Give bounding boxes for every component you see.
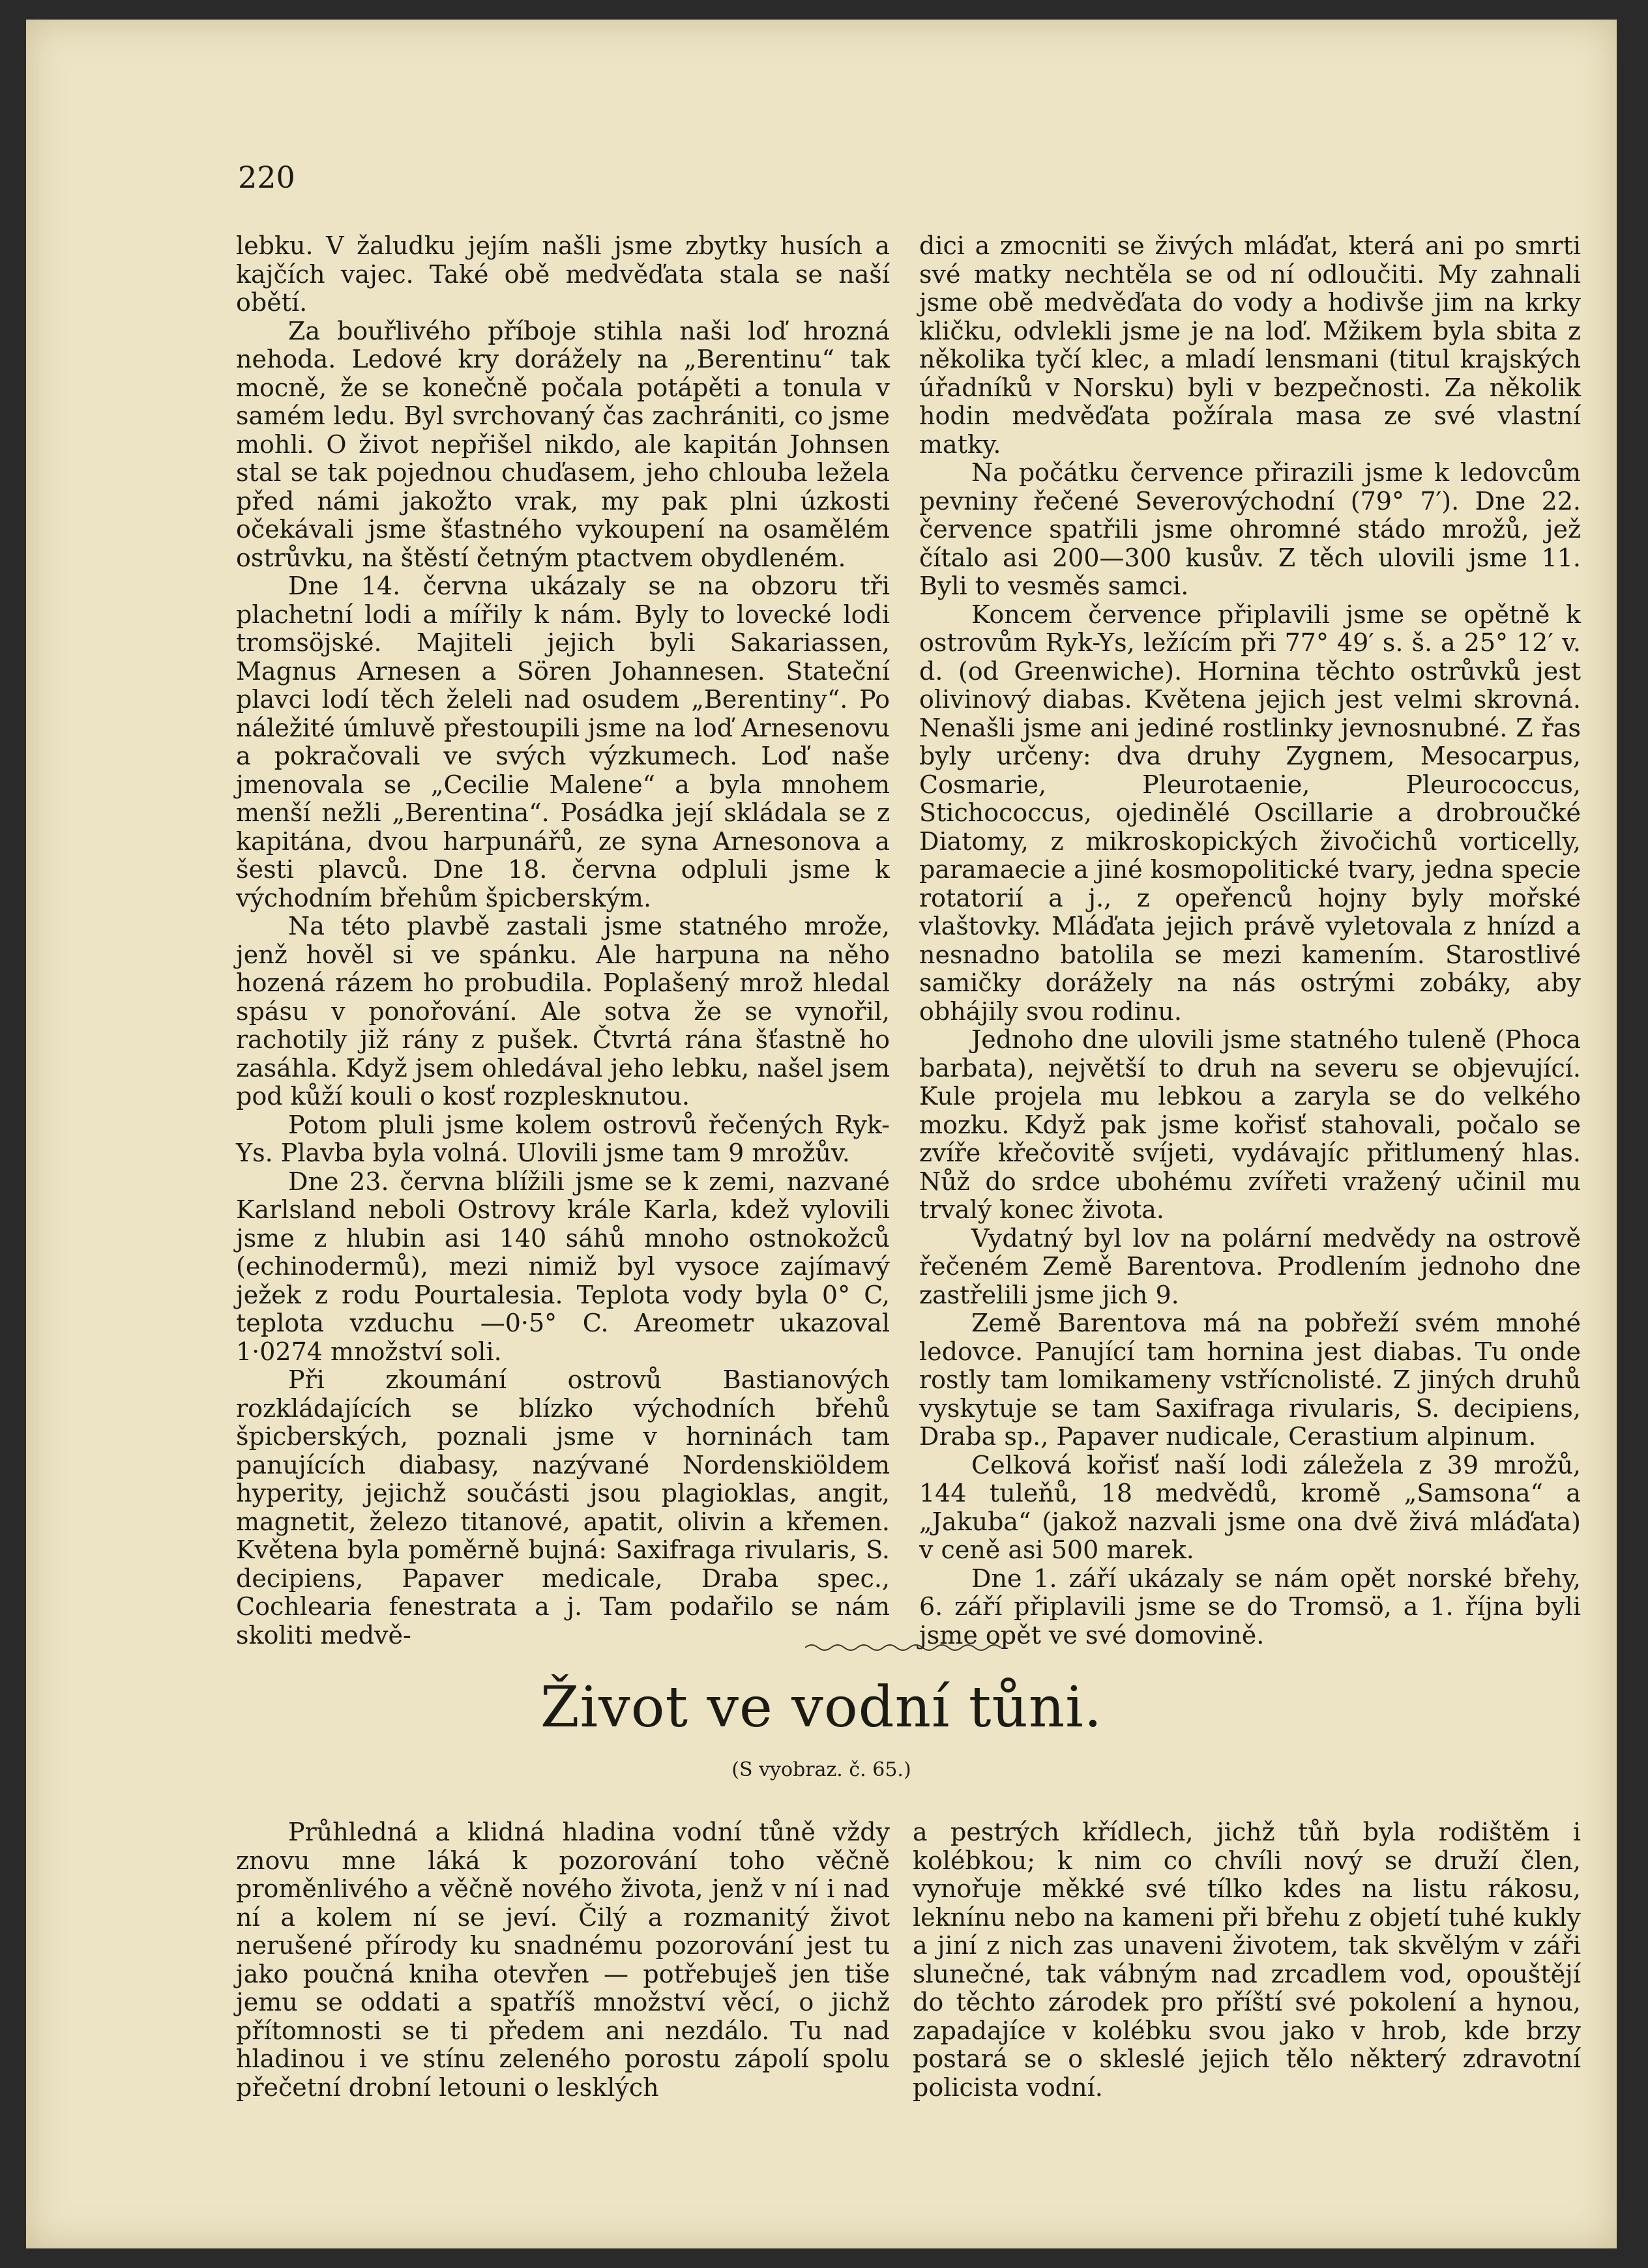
paragraph: Celková kořisť naší lodi záležela z 39 mrožů, 144 tuleňů, 18 medvědů, kromě „Samsona“ a „Jakuba“ (jakož nazvali jsme ona dvě živá mláďata) v ceně asi 500 marek. [919, 1450, 1581, 1564]
paragraph: Dne 1. září ukázaly se nám opět norské břehy, 6. září připlavili jsme se do Tromsö, a 1. října byli jsme opět ve své domovině. [919, 1563, 1581, 1650]
paragraph: Na této plavbě zastali jsme statného mrože, jenž hověl si ve spánku. Ale harpuna na něho hozená rázem ho probudila. Poplašený mrož hledal spásu v ponořování. Ale sotva že se vynořil, rachotily již rány z pušek. Čtvrtá rána šťastně ho zasáhla. Když jsem ohledával jeho lebku, našel jsem pod kůží kouli o kosť rozplesknutou. [236, 912, 890, 1111]
paragraph: Dne 14. června ukázaly se na obzoru tři plachetní lodi a mířily k nám. Byly to lovecké lodi tromsöjské. Majiteli jejich byli Sakariassen, Magnus Arnesen a Sören Johannesen. Stateční plavci lodí těch želeli nad osudem „Berentiny“. Po náležité úmluvě přestoupili jsme na loď Arnesenovu a pokračovali ve svých výzkumech. Loď naše jmenovala se „Cecilie Malene“ a byla mnohem menší nežli „Berentina“. Posádka její skládala se z kapitána, dvou harpunářů, ze syna Arnesonova a šesti plavců. Dne 18. června odpluli jsme k východním břehům špicberským. [236, 572, 890, 912]
paragraph: Průhledná a klidná hladina vodní tůně vždy znovu mne láká k pozorování toho věčně proměnlivého a věčně nového života, jenž v ní i nad ní a kolem ní se jeví. Čilý a rozmanitý život nerušené přírody ku snadnému pozorování jest tu jako poučná kniha otevřen — potřebuješ jen tiše jemu se oddati a spatříš množství věcí, o jichž přítomnosti se ti předem ani nezdálo. Tu nad hladinou i ve stínu zeleného porostu zápolí spolu přečetní drobní letouni o lesklých [236, 1818, 890, 2102]
paragraph: Za bouřlivého příboje stihla naši loď hrozná nehoda. Ledové kry dorážely na „Berentinu“ tak mocně, že se konečně počala potápěti a tonula v samém ledu. Byl svrchovaný čas zachrániti, co jsme mohli. O život nepřišel nikdo, ale kapitán Johnsen stal se tak pojednou chuďasem, jeho chlouba ležela před námi jakožto vrak, my pak plni úzkosti očekávali jsme šťastného vykoupení na osamělém ostrůvku, na štěstí četným ptactvem obydleném. [236, 316, 890, 572]
paragraph: Koncem července připlavili jsme se opětně k ostrovům Ryk-Ys, ležícím při 77° 49′ s. š. a 25° 12′ v. d. (od Greenwiche). Hornina těchto ostrůvků jest olivinový diabas. Květena jejich jest velmi skrovná. Nenašli jsme ani jediné rostlinky jevnosnubné. Z řas byly určeny: dva druhy Zygnem, Mesocarpus, Cosmarie, Pleurotaenie, Pleurococcus, Stichococcus, ojedinělé Oscillarie a drobroučké Diatomy, z mikroskopických živočichů vorticelly, paramaecie a jiné kosmopolitické tvary, jedna specie rotatorií a j., z opeřenců hojny byly mořské vlaštovky. Mláďata jejich právě vyletovala z hnízd a nesnadno batolila se mezi kamením. Starostlivé samičky dorážely na nás ostrými zobáky, aby obhájily svou rodinu. [919, 600, 1581, 1026]
paragraph: Při zkoumání ostrovů Bastianových rozkládajících se blízko východních břehů špicberských, poznali jsme v horninách tam panujících diabasy, nazývané Nordenskiöldem hyperity, jejichž součásti jsou plagioklas, angit, magnetit, železo titanové, apatit, olivin a křemen. Květena byla poměrně bujná: Saxifraga rivularis, S. decipiens, Papaver medicale, Draba spec., Cochlearia fenestrata a j. Tam podařilo se nám skoliti medvě- [236, 1365, 890, 1650]
paragraph: lebku. V žaludku jejím našli jsme zbytky husích a kajčích vajec. Také obě medvěďata stala se naší obětí. [236, 231, 890, 317]
article-left-column [236, 1818, 890, 2102]
page-number: 220 [238, 160, 295, 195]
paragraph: Na počátku července přirazili jsme k ledovcům pevniny řečené Severovýchodní (79° 7′). Dne 22. července spatřili jsme ohromné stádo mrožů, jež čítalo asi 200—300 kusův. Z těch ulovili jsme 11. Byli to vesměs samci. [919, 458, 1581, 600]
article-right-column [913, 1818, 1581, 2102]
paragraph: a pestrých křídlech, jichž tůň byla rodištěm i kolébkou; k nim co chvíli nový se druží člen, vynořuje měkké své tílko kdes na listu rákosu, leknínu nebo na kameni při břehu z objetí tuhé kukly a jiní z nich zas unaveni životem, tak skvělým v záři slunečné, tak vábným nad zrcadlem vod, opouštějí do těchto zárodek pro příští své pokolení a hynou, zapadajíce v kolébku svou jako v hrob, kde brzy postará se o skleslé jejich tělo některý zdravotní policista vodní. [913, 1818, 1581, 2102]
paragraph: Vydatný byl lov na polární medvědy na ostrově řečeném Země Barentova. Prodlením jednoho dne zastřelili jsme jich 9. [919, 1223, 1581, 1309]
section1-right-column [919, 232, 1581, 1650]
article-title: Život ve vodní tůni. [540, 1675, 1103, 1740]
ornament-divider [805, 1641, 1001, 1654]
paragraph: Dne 23. června blížili jsme se k zemi, nazvané Karlsland neboli Ostrovy krále Karla, kdež vylovili jsme z hlubin asi 140 sáhů mnoho ostnokožců (echinodermů), mezi nimiž byl vysoce zajímavý ježek z rodu Pourtalesia. Teplota vody byla 0° C, teplota vzduchu —0·5° C. Areometr ukazoval 1·0274 množství soli. [236, 1167, 890, 1366]
book-page [26, 20, 1617, 2248]
paragraph: dici a zmocniti se živých mláďat, která ani po smrti své matky nechtěla se od ní odloučiti. My zahnali jsme obě medvěďata do vody a hodivše jim na krky kličku, odvlekli jsme je na loď. Mžikem byla sbita z několika tyčí klec, a mladí lensmani (titul krajských úřadníků v Norsku) byli v bezpečnosti. Za několik hodin medvěďata požírala masa ze své vlastní matky. [919, 231, 1581, 459]
paragraph: Potom pluli jsme kolem ostrovů řečených Ryk-Ys. Plavba byla volná. Ulovili jsme tam 9 mrožův. [236, 1110, 890, 1167]
paragraph: Země Barentova má na pobřeží svém mnohé ledovce. Panující tam hornina jest diabas. Tu onde rostly tam lomikameny vstřícnolisté. Z jiných druhů vyskytuje se tam Saxifraga rivularis, S. decipiens, Draba sp., Papaver nudicale, Cerastium alpinum. [919, 1309, 1581, 1451]
section1-left-column [236, 232, 890, 1650]
article-subtitle: (S vyobraz. č. 65.) [731, 1758, 911, 1781]
paragraph: Jednoho dne ulovili jsme statného tuleně (Phoca barbata), největší to druh na severu se objevující. Kule projela mu lebkou a zaryla se do velkého mozku. Když pak jsme kořisť stahovali, počalo se zvíře křečovitě svíjeti, vydávajíc přitlumený hlas. Nůž do srdce ubohému zvířeti vražený učinil mu trvalý konec života. [919, 1025, 1581, 1224]
